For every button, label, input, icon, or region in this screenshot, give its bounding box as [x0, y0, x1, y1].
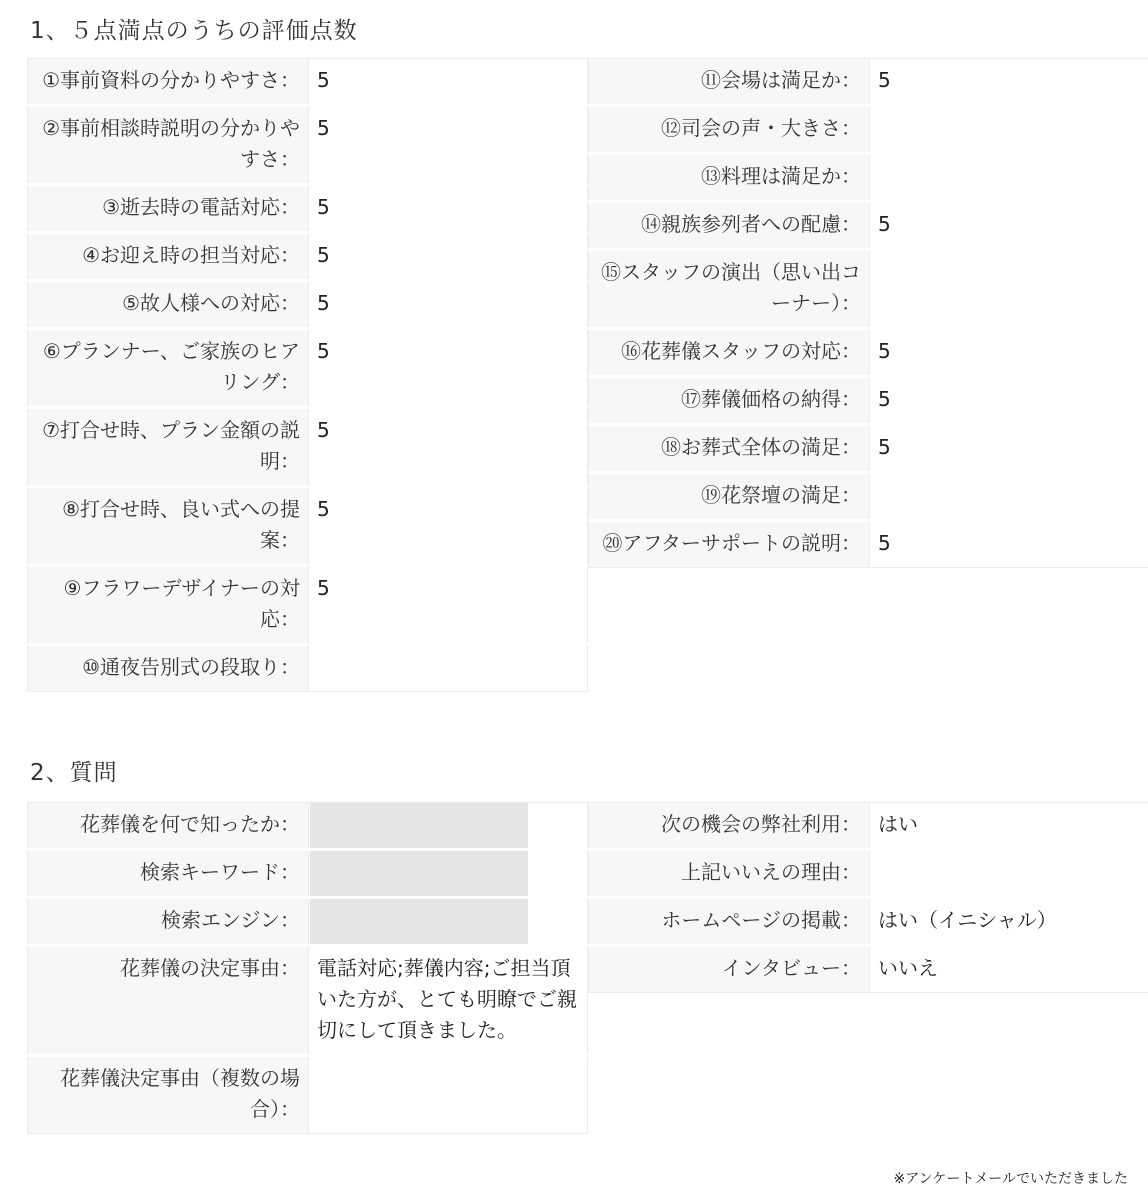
rating-label: ⑲花祭壇の満足： — [588, 474, 869, 519]
question-value-redacted — [308, 851, 588, 896]
rating-value: 5 — [308, 58, 588, 104]
question-value: はい — [869, 802, 1148, 848]
question-label: 検索キーワード： — [27, 851, 308, 896]
question-value: はい（イニシャル） — [869, 899, 1148, 944]
table-row — [27, 58, 588, 104]
table-row — [588, 899, 1148, 944]
table-row — [27, 488, 588, 564]
rating-table-right — [588, 55, 1148, 571]
rating-value — [869, 107, 1148, 152]
table-row — [588, 522, 1148, 568]
rating-value: 5 — [869, 426, 1148, 471]
rating-value — [869, 474, 1148, 519]
rating-label: ⑤故人様への対応： — [27, 282, 308, 327]
table-row — [588, 947, 1148, 993]
table-row — [588, 107, 1148, 152]
table-row — [588, 802, 1148, 848]
rating-label: ⑳アフターサポートの説明： — [588, 522, 869, 568]
table-row — [588, 251, 1148, 327]
question-label: ホームページの掲載： — [588, 899, 869, 944]
rating-label: ⑬料理は満足か： — [588, 155, 869, 200]
rating-value: 5 — [308, 567, 588, 643]
question-label: 花葬儀の決定事由： — [27, 947, 308, 1054]
question-label: 上記いいえの理由： — [588, 851, 869, 896]
rating-label: ⑨フラワーデザイナーの対応： — [27, 567, 308, 643]
rating-value: 5 — [308, 488, 588, 564]
rating-label: ⑮スタッフの演出（思い出コーナー）： — [588, 251, 869, 327]
rating-value: 5 — [308, 186, 588, 231]
table-row — [27, 1057, 588, 1134]
question-label: 花葬儀決定事由（複数の場合）： — [27, 1057, 308, 1134]
rating-value: 5 — [308, 107, 588, 183]
rating-label: ⑱お葬式全体の満足： — [588, 426, 869, 471]
table-row — [27, 851, 588, 896]
section1-title: 1、５点満点のうちの評価点数 — [30, 18, 358, 44]
question-label: インタビュー： — [588, 947, 869, 993]
rating-label: ②事前相談時説明の分かりやすさ： — [27, 107, 308, 183]
question-label: 花葬儀を何で知ったか： — [27, 802, 308, 848]
redaction-box — [310, 851, 528, 896]
question-label: 検索エンジン： — [27, 899, 308, 944]
rating-value — [869, 155, 1148, 200]
table-row — [27, 899, 588, 944]
rating-label: ⑭親族参列者への配慮： — [588, 203, 869, 248]
table-row — [27, 186, 588, 231]
rating-label: ④お迎え時の担当対応： — [27, 234, 308, 279]
table-row — [27, 409, 588, 485]
question-label: 次の機会の弊社利用： — [588, 802, 869, 848]
redaction-box — [310, 899, 528, 944]
rating-value: 5 — [869, 58, 1148, 104]
question-value: 電話対応;葬儀内容;ご担当頂いた方が、とても明瞭でご親切にして頂きました。 — [308, 947, 588, 1054]
table-row — [588, 203, 1148, 248]
redaction-box — [310, 803, 528, 848]
table-row — [27, 947, 588, 1054]
rating-label: ①事前資料の分かりやすさ： — [27, 58, 308, 104]
rating-label: ⑫司会の声・大きさ： — [588, 107, 869, 152]
table-row — [588, 378, 1148, 423]
question-value: いいえ — [869, 947, 1148, 993]
question-table-right — [588, 799, 1148, 996]
table-row — [27, 107, 588, 183]
question-value — [869, 851, 1148, 896]
rating-value: 5 — [869, 330, 1148, 375]
table-row — [27, 646, 588, 692]
rating-value: 5 — [869, 522, 1148, 568]
rating-label: ⑧打合せ時、良い式への提案： — [27, 488, 308, 564]
rating-value — [869, 251, 1148, 327]
question-value-redacted — [308, 899, 588, 944]
table-row — [27, 567, 588, 643]
rating-value: 5 — [308, 234, 588, 279]
rating-value: 5 — [308, 409, 588, 485]
rating-value: 5 — [308, 330, 588, 406]
table-row — [588, 851, 1148, 896]
rating-label: ⑰葬儀価格の納得： — [588, 378, 869, 423]
table-row — [27, 282, 588, 327]
rating-label: ⑦打合せ時、プラン金額の説明： — [27, 409, 308, 485]
rating-label: ⑪会場は満足か： — [588, 58, 869, 104]
rating-value: 5 — [869, 378, 1148, 423]
table-row — [588, 426, 1148, 471]
rating-label: ⑩通夜告別式の段取り： — [27, 646, 308, 692]
table-row — [27, 234, 588, 279]
table-row — [588, 155, 1148, 200]
table-row — [588, 330, 1148, 375]
rating-label: ⑯花葬儀スタッフの対応： — [588, 330, 869, 375]
rating-table-left — [27, 55, 588, 695]
table-row — [27, 330, 588, 406]
rating-label: ⑥プランナー、ご家族のヒアリング： — [27, 330, 308, 406]
question-value — [308, 1057, 588, 1134]
rating-value — [308, 646, 588, 692]
table-row — [27, 802, 588, 848]
rating-value: 5 — [869, 203, 1148, 248]
question-value-redacted — [308, 802, 588, 848]
rating-value: 5 — [308, 282, 588, 327]
table-row — [588, 58, 1148, 104]
rating-label: ③逝去時の電話対応： — [27, 186, 308, 231]
section2-title: 2、質問 — [30, 760, 118, 786]
table-row — [588, 474, 1148, 519]
footnote: ※アンケートメールでいただきました — [893, 1171, 1128, 1187]
question-table-left — [27, 799, 588, 1137]
